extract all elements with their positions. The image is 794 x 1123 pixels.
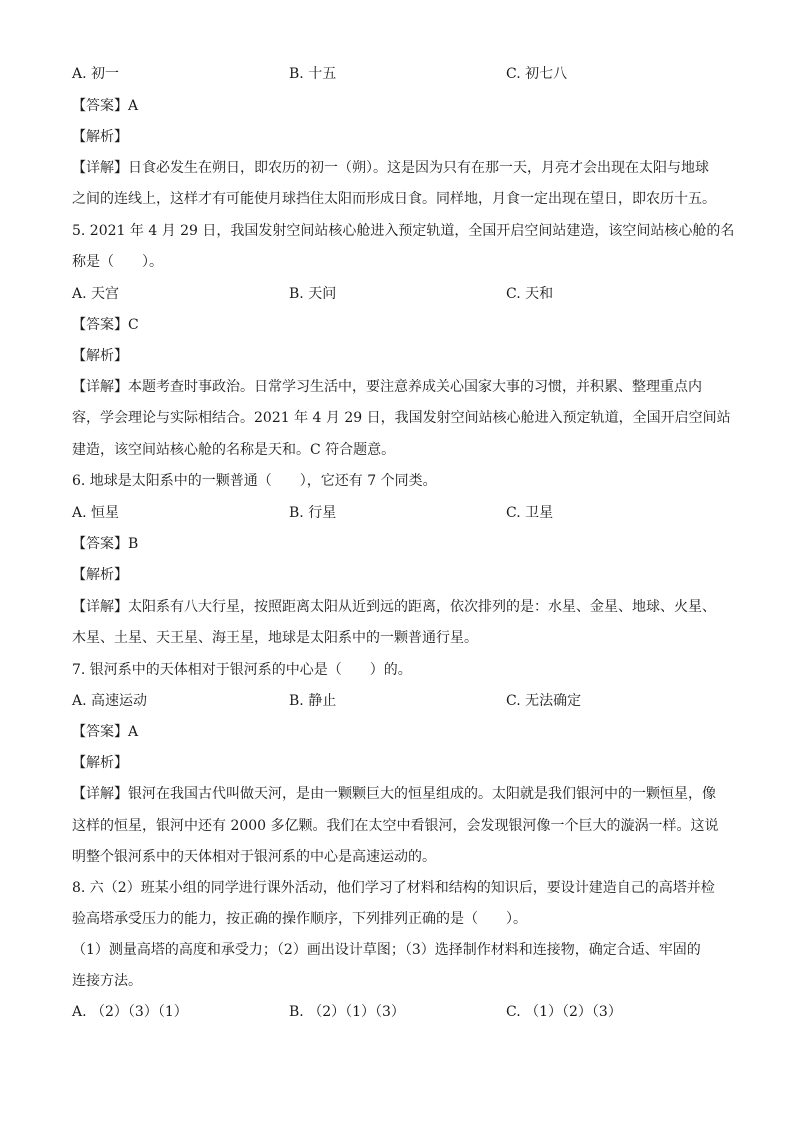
choice-b: B. （2）（1）（3） [289,1004,405,1020]
choice-b: B. 天问 [289,286,337,302]
choice-b: B. 十五 [289,66,337,82]
choice-a: A. 初一 [72,66,120,82]
choice-a: A. 高速运动 [72,693,148,709]
text-line: 【详解】日食必发生在朔日，即农历的初一（朔）。这是因为只有在那一天，月亮才会出现在太阳与地球 [72,160,709,176]
text-line: 7. 银河系中的天体相对于银河系的中心是（ ）的。 [72,662,412,678]
text-line: 8. 六（2）班某小组的同学进行课外活动，他们学习了材料和结构的知识后，要设计建造自己的高塔并检 [72,880,715,896]
text-line: 6. 地球是太阳系中的一颗普通（ ），它还有 7 个同类。 [72,473,437,489]
choice-c: C. 天和 [506,286,554,302]
text-line: 【详解】太阳系有八大行星，按照距离太阳从近到远的距离，依次排列的是：水星、金星、地球、火星、 [72,599,716,615]
text-line: 明整个银河系中的天体相对于银河系的中心是高速运动的。 [72,849,436,865]
text-line: 【详解】银河在我国古代叫做天河，是由一颗颗巨大的恒星组成的。太阳就是我们银河中的一颗恒星，像 [72,786,716,802]
text-line: 连接方法。 [72,973,142,989]
text-line: 【解析】 [72,129,128,145]
choice-c: C. 初七八 [506,66,568,82]
choice-b: B. 行星 [289,505,337,521]
text-line: （1）测量高塔的高度和承受力；（2）画出设计草图；（3）选择制作材料和连接物，确定合适、牢固的 [72,942,701,958]
text-line: 容，学会理论与实际相结合。2021 年 4 月 29 日，我国发射空间站核心舱进入预定轨道，全国开启空间站 [72,410,731,426]
text-line: 【答案】A [72,98,139,114]
choice-a: A. 天宫 [72,286,120,302]
text-line: 【答案】C [72,317,139,333]
choice-c: C. （1）（2）（3） [506,1004,622,1020]
text-line: 【解析】 [72,567,128,583]
text-line: 【解析】 [72,755,128,771]
choice-c: C. 卫星 [506,505,554,521]
text-line: 【答案】B [72,536,139,552]
choice-a: A. （2）（3）（1） [72,1004,188,1020]
text-line: 之间的连线上，这样才有可能使月球挡住太阳而形成日食。同样地，月食一定出现在望日，即农历十五。 [72,191,716,207]
choice-a: A. 恒星 [72,505,120,521]
text-line: 这样的恒星，银河中还有 2000 多亿颗。我们在太空中看银河，会发现银河像一个巨大的漩涡一样。这说 [72,818,719,834]
text-line: 【答案】A [72,724,139,740]
choice-b: B. 静止 [289,693,337,709]
text-line: 【解析】 [72,348,128,364]
text-line: 木星、土星、天王星、海王星，地球是太阳系中的一颗普通行星。 [72,630,478,646]
text-line: 验高塔承受压力的能力，按正确的操作顺序，下列排列正确的是（ ）。 [72,911,527,927]
text-line: 建造，该空间站核心舱的名称是天和。C 符合题意。 [72,442,396,458]
choice-c: C. 无法确定 [506,693,582,709]
text-line: 称是（ ）。 [72,254,163,270]
text-line: 5. 2021 年 4 月 29 日，我国发射空间站核心舱进入预定轨道，全国开启空间站建造，该空间站核心舱的名 [72,223,735,239]
text-line: 【详解】本题考查时事政治。日常学习生活中，要注意养成关心国家大事的习惯，并积累、整理重点内 [72,379,702,395]
